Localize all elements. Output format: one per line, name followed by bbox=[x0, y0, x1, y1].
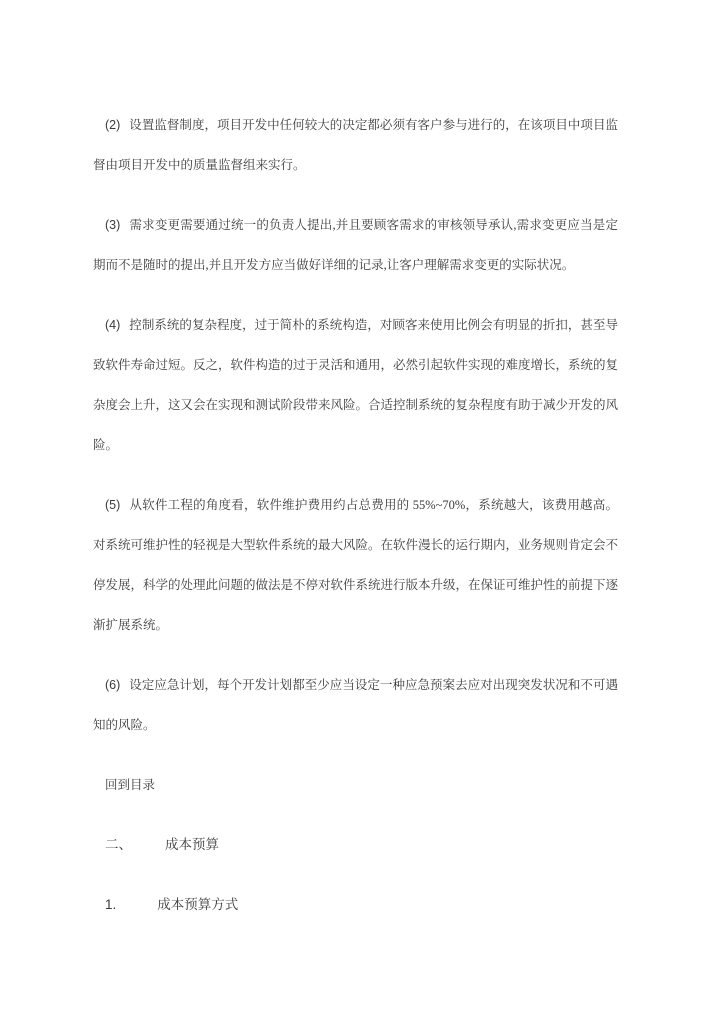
document-page bbox=[93, 105, 618, 945]
paragraph bbox=[93, 105, 618, 185]
paragraph bbox=[93, 485, 618, 645]
subsection-heading bbox=[93, 885, 618, 925]
section-number: 二、 bbox=[105, 837, 132, 852]
section-heading bbox=[93, 825, 618, 865]
paragraph-number: (4) bbox=[105, 318, 121, 332]
paragraph bbox=[93, 205, 618, 285]
paragraph-number: (3) bbox=[105, 218, 121, 232]
paragraph-number: (5) bbox=[105, 498, 121, 512]
paragraph-text: 设定应急计划，每个开发计划都至少应当设定一种应急预案去应对出现突发状况和不可遇知的风险。 bbox=[93, 678, 618, 732]
section-title: 成本预算 bbox=[165, 837, 219, 852]
back-to-toc-link[interactable] bbox=[93, 765, 618, 805]
paragraph bbox=[93, 305, 618, 465]
back-to-toc-label: 回到目录 bbox=[105, 778, 156, 792]
subsection-title: 成本预算方式 bbox=[157, 897, 239, 912]
paragraph-text: 需求变更需要通过统一的负责人提出,并且要顾客需求的审核领导承认,需求变更应当是定期而不是随时的提出,并且开发方应当做好详细的记录,让客户理解需求变更的实际状况。 bbox=[93, 218, 618, 272]
subsection-number: 1. bbox=[105, 897, 117, 912]
paragraph-text: 从软件工程的角度看，软件维护费用约占总费用的 55%~70%，系统越大，该费用越高。对系统可维护性的轻视是大型软件系统的最大风险。在软件漫长的运行期内，业务规则肯定会不停发展，科学的处理此问题的做法是不停对软件系统进行版本升级，在保证可维护性的前提下逐渐扩展系统。 bbox=[93, 498, 619, 632]
paragraph-text: 设置监督制度，项目开发中任何较大的决定都必须有客户参与进行的，在该项目中项目监督由项目开发中的质量监督组来实行。 bbox=[93, 118, 618, 172]
paragraph-number: (6) bbox=[105, 678, 121, 692]
paragraph-text: 控制系统的复杂程度，过于简朴的系统构造，对顾客来使用比例会有明显的折扣，甚至导致软件寿命过短。反之，软件构造的过于灵活和通用，必然引起软件实现的难度增长，系统的复杂度会上升，这又会在实现和测试阶段带来风险。合适控制系统的复杂程度有助于减少开发的风险。 bbox=[93, 318, 619, 452]
paragraph bbox=[93, 665, 618, 745]
paragraph-number: (2) bbox=[105, 118, 121, 132]
